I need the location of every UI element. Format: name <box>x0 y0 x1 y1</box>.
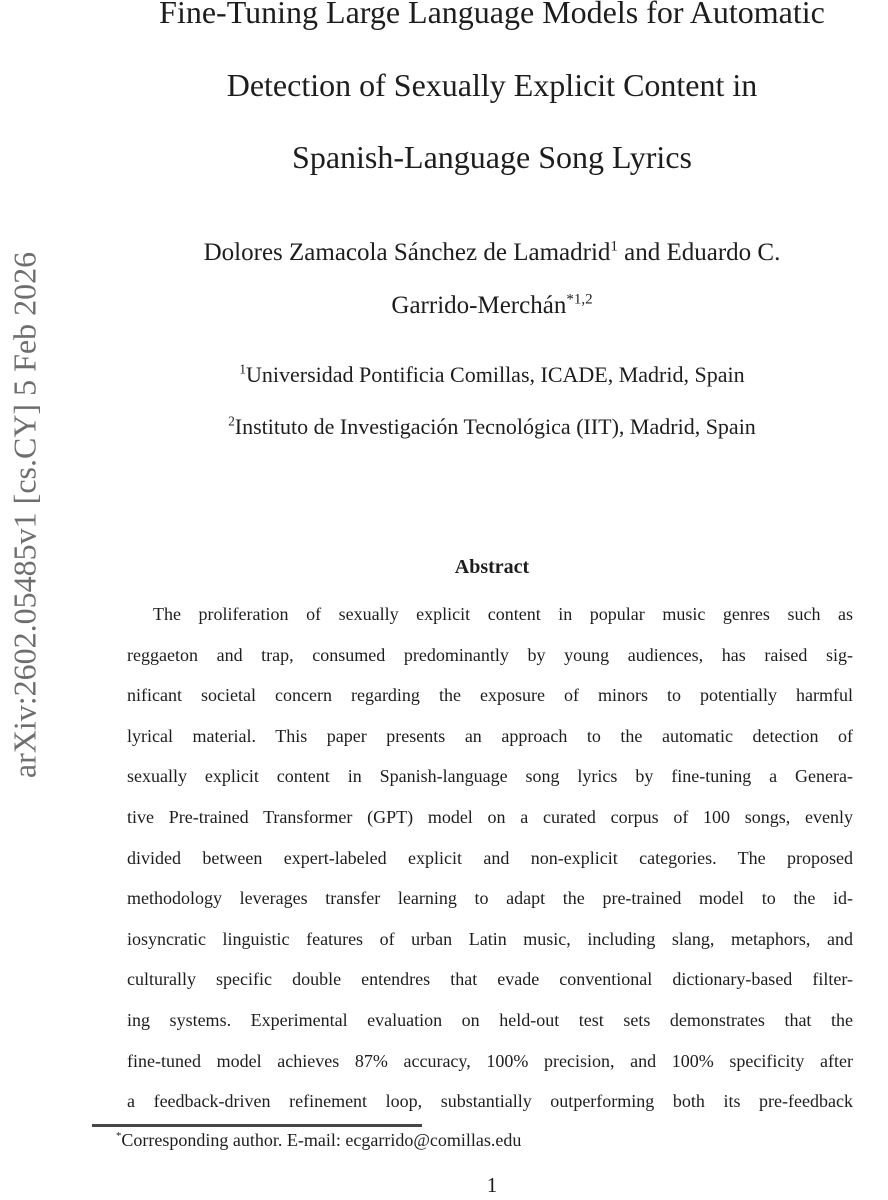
affiliation-marker: 1 <box>239 361 246 377</box>
abstract-line: iosyncratic linguistic features of urban Latin music, including slang, metaphors, and <box>127 928 853 949</box>
abstract-line: reggaeton and trap, consumed predominantly by young audiences, has raised sig- <box>127 644 853 665</box>
footnote-marker: * <box>116 1130 122 1142</box>
abstract-line: fine-tuned model achieves 87% accuracy, 100% precision, and 100% specificity after <box>127 1050 853 1071</box>
affiliation-marker: 2 <box>228 413 235 429</box>
author-block <box>0 226 888 332</box>
abstract-line: divided between expert-labeled explicit and non-explicit categories. The proposed <box>127 847 853 868</box>
paper-title-line: Detection of Sexually Explicit Content in <box>226 66 758 103</box>
abstract-line: sexually explicit content in Spanish-language song lyrics by fine-tuning a Genera- <box>127 766 853 787</box>
author-affil-marker: *1,2 <box>566 291 593 308</box>
affiliation-line <box>0 349 888 401</box>
abstract-line: lyrical material. This paper presents an approach to the automatic detection of <box>127 725 853 746</box>
author-name: Garrido-Merchán <box>391 292 567 319</box>
abstract-line: ing systems. Experimental evaluation on held-out test sets demonstrates that the <box>127 1009 853 1030</box>
author-line <box>0 226 888 279</box>
author-name: and Eduardo C. <box>624 239 781 266</box>
abstract-line: The proliferation of sexually explicit content in popular music genres such as <box>153 604 853 624</box>
page-number: 1 <box>486 1173 498 1197</box>
abstract-heading: Abstract <box>454 556 530 578</box>
affiliation-block <box>0 349 888 453</box>
author-affil-marker: 1 <box>610 238 618 255</box>
abstract-line: methodology leverages transfer learning to adapt the pre-trained model to the id- <box>127 888 853 909</box>
abstract-line: culturally specific double entendres that evade conventional dictionary-based filter- <box>127 969 853 990</box>
abstract-line: nificant societal concern regarding the exposure of minors to potentially harmful <box>127 685 853 706</box>
abstract-line: a feedback-driven refinement loop, substantially outperforming both its pre-feedback <box>127 1091 853 1112</box>
affiliation-text: Universidad Pontificia Comillas, ICADE, Madrid, Spain <box>245 362 745 387</box>
affiliation-text: Instituto de Investigación Tecnológica (IIT), Madrid, Spain <box>234 414 756 439</box>
author-name: Dolores Zamacola Sánchez de Lamadrid <box>203 239 611 266</box>
paper-title <box>0 0 888 194</box>
abstract-body <box>127 594 853 1122</box>
corresponding-author-footnote <box>92 1126 812 1154</box>
paper-title-line: Spanish-Language Song Lyrics <box>292 139 692 175</box>
paper-title-line: Fine-Tuning Large Language Models for Automatic <box>159 0 825 30</box>
abstract-line: tive Pre-trained Transformer (GPT) model on a curated corpus of 100 songs, evenly <box>127 806 853 827</box>
author-line <box>0 279 888 332</box>
affiliation-line <box>0 401 888 453</box>
footnote-text: Corresponding author. E-mail: ecgarrido@comillas.edu <box>121 1130 522 1150</box>
arxiv-watermark: arXiv:2602.05485v1 [cs.CY] 5 Feb 2026 <box>6 251 43 779</box>
